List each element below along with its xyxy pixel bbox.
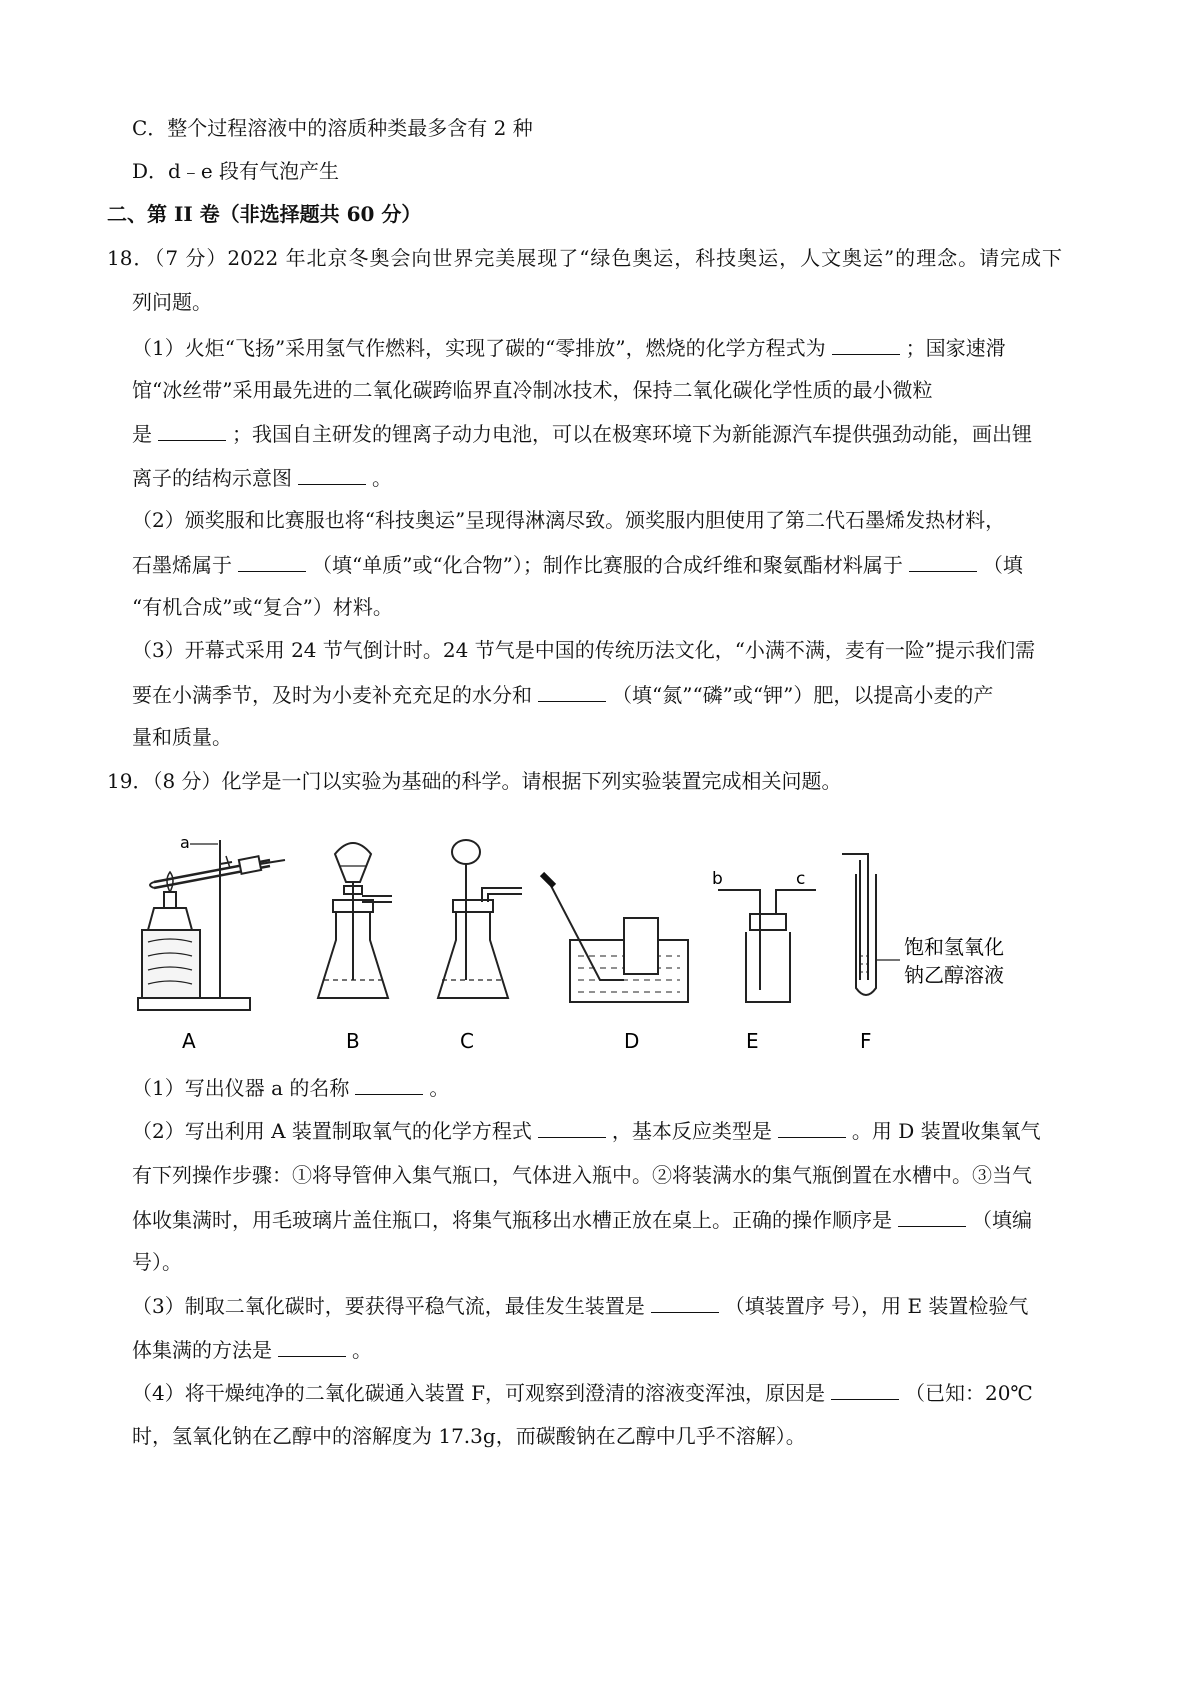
- apparatus-label-b: B: [346, 1029, 360, 1053]
- apparatus-f-drawing: [842, 854, 900, 995]
- q19-p3-line1: [132, 1290, 1028, 1321]
- q19-p2-line3-tail: （填编: [972, 1208, 1032, 1232]
- q19-p1-text: （1）写出仪器 a 的名称: [132, 1076, 350, 1100]
- q19-p2-line1-mid: ，基本反应类型是: [611, 1119, 772, 1143]
- apparatus-a-drawing: [138, 840, 285, 1010]
- apparatus-d-drawing: [542, 874, 688, 1002]
- q18-stem-line1: 18．（7 分）2022 年北京冬奥会向世界完美展现了“绿色奥运，科技奥运，人文奥运”的理念。请完成下: [107, 246, 1062, 270]
- q18-p3-line2: [132, 679, 993, 710]
- q18-p3-line2-head: 要在小满季节，及时为小麦补充充足的水分和: [132, 683, 532, 707]
- answer-blank[interactable]: [832, 332, 900, 355]
- q19-p3-line1-tail: （填装置序 号），用 E 装置检验气: [724, 1294, 1029, 1318]
- q18-p3-line3: 量和质量。: [132, 725, 232, 749]
- q18-p2-line2-head: 石墨烯属于: [132, 553, 232, 577]
- tube-label-c: c: [796, 869, 806, 889]
- answer-blank[interactable]: [778, 1115, 846, 1138]
- q19-p1: [132, 1072, 449, 1103]
- q18-p2-line2-mid: （填“单质”或“化合物”）；制作比赛服的合成纤维和聚氨酯材料属于: [312, 553, 903, 577]
- q18-p3-line1: （3）开幕式采用 24 节气倒计时。24 节气是中国的传统历法文化，“小满不满，麦有一险”提示我们需: [132, 638, 1036, 662]
- q18-p1-line4-text: 离子的结构示意图: [132, 466, 292, 490]
- apparatus-label-c: C: [460, 1029, 474, 1053]
- answer-blank[interactable]: [538, 1115, 606, 1138]
- q18-p1-line1-text: （1）火炬“飞扬”采用氢气作燃料，实现了碳的“零排放”，燃烧的化学方程式为: [132, 336, 826, 360]
- answer-blank[interactable]: [238, 549, 306, 572]
- q19-p4-line2: 时，氢氧化钠在乙醇中的溶解度为 17.3g，而碳酸钠在乙醇中几乎不溶解）。: [132, 1424, 806, 1448]
- q18-p1-line2: 馆“冰丝带”采用最先进的二氧化碳跨临界直冷制冰技术，保持二氧化碳化学性质的最小微粒: [132, 378, 933, 402]
- answer-blank[interactable]: [909, 549, 977, 572]
- answer-blank[interactable]: [298, 462, 366, 485]
- instrument-label-a: a: [180, 833, 190, 852]
- q18-p1-line4: [132, 462, 392, 493]
- section-heading: 二、第 II 卷（非选择题共 60 分）: [107, 202, 422, 226]
- q19-p4-line1-tail: （已知：20℃: [904, 1381, 1033, 1405]
- q18-p2-line2-tail: （填: [982, 553, 1023, 577]
- apparatus-figure: [130, 830, 1020, 1060]
- apparatus-label-d: D: [624, 1029, 640, 1053]
- q18-p1-line3: [132, 418, 1032, 449]
- answer-blank[interactable]: [158, 418, 226, 441]
- q19-p2-line1-tail: 。用 D 装置收集氧气: [851, 1119, 1041, 1143]
- apparatus-label-a: A: [182, 1029, 196, 1053]
- q18-stem-line2: 列问题。: [132, 290, 212, 314]
- answer-blank[interactable]: [898, 1204, 966, 1227]
- answer-blank[interactable]: [651, 1290, 719, 1313]
- q19-p2-line1: [132, 1115, 1041, 1146]
- tube-label-b: b: [712, 869, 723, 889]
- q19-p4-line1-head: （4）将干燥纯净的二氧化碳通入装置 F，可观察到澄清的溶液变浑浊，原因是: [132, 1381, 825, 1405]
- q18-p2-line1: （2）颁奖服和比赛服也将“科技奥运”呈现得淋漓尽致。颁奖服内胆使用了第二代石墨烯发热材料，: [132, 508, 1006, 532]
- q18-p1-line4-tail: 。: [372, 466, 392, 490]
- q18-p2-line3: “有机合成”或“复合”）材料。: [132, 595, 393, 619]
- solution-label-line1: 饱和氢氧化: [904, 935, 1004, 959]
- q19-p3-line2-tail: 。: [352, 1338, 372, 1362]
- answer-blank[interactable]: [831, 1377, 899, 1400]
- q19-p2-line3: [132, 1204, 1032, 1235]
- q18-p2-line2: [132, 549, 1023, 580]
- answer-blank[interactable]: [278, 1334, 346, 1357]
- option-d: D．d﹣e 段有气泡产生: [132, 159, 340, 183]
- q18-p1-line1-tail: ；国家速滑: [905, 336, 1006, 360]
- q19-p2-line2: 有下列操作步骤：①将导管伸入集气瓶口，气体进入瓶中。②将装满水的集气瓶倒置在水槽中。③当气: [132, 1163, 1032, 1187]
- apparatus-c-drawing: [438, 840, 522, 998]
- q19-p3-line1-head: （3）制取二氧化碳时，要获得平稳气流，最佳发生装置是: [132, 1294, 645, 1318]
- q18-p3-line2-tail: （填“氮”“磷”或“钾”）肥，以提高小麦的产: [612, 683, 994, 707]
- solution-label-line2: 钠乙醇溶液: [904, 963, 1004, 987]
- q19-p2-line4: 号）。: [132, 1250, 182, 1274]
- q19-p2-line3-head: 体收集满时，用毛玻璃片盖住瓶口，将集气瓶移出水槽正放在桌上。正确的操作顺序是: [132, 1208, 892, 1232]
- q18-p1-line1: [132, 332, 1006, 363]
- q19-stem: 19．（8 分）化学是一门以实验为基础的科学。请根据下列实验装置完成相关问题。: [107, 769, 842, 793]
- q19-p2-line1-head: （2）写出利用 A 装置制取氧气的化学方程式: [132, 1119, 532, 1143]
- q18-p1-line3-text: ；我国自主研发的锂离子动力电池，可以在极寒环境下为新能源汽车提供强劲动能，画出锂: [232, 422, 1032, 446]
- apparatus-b-drawing: [318, 843, 392, 998]
- apparatus-label-f: F: [860, 1029, 872, 1053]
- answer-blank[interactable]: [355, 1072, 423, 1095]
- answer-blank[interactable]: [538, 679, 606, 702]
- q19-p3-line2: [132, 1334, 372, 1365]
- option-c: C．整个过程溶液中的溶质种类最多含有 2 种: [132, 116, 533, 140]
- apparatus-e-drawing: [718, 890, 816, 1002]
- q19-p3-line2-head: 体集满的方法是: [132, 1338, 272, 1362]
- apparatus-label-e: E: [746, 1029, 759, 1053]
- q19-p4-line1: [132, 1377, 1033, 1408]
- q19-p1-tail: 。: [429, 1076, 450, 1100]
- q18-p1-line3-head: 是: [132, 422, 152, 446]
